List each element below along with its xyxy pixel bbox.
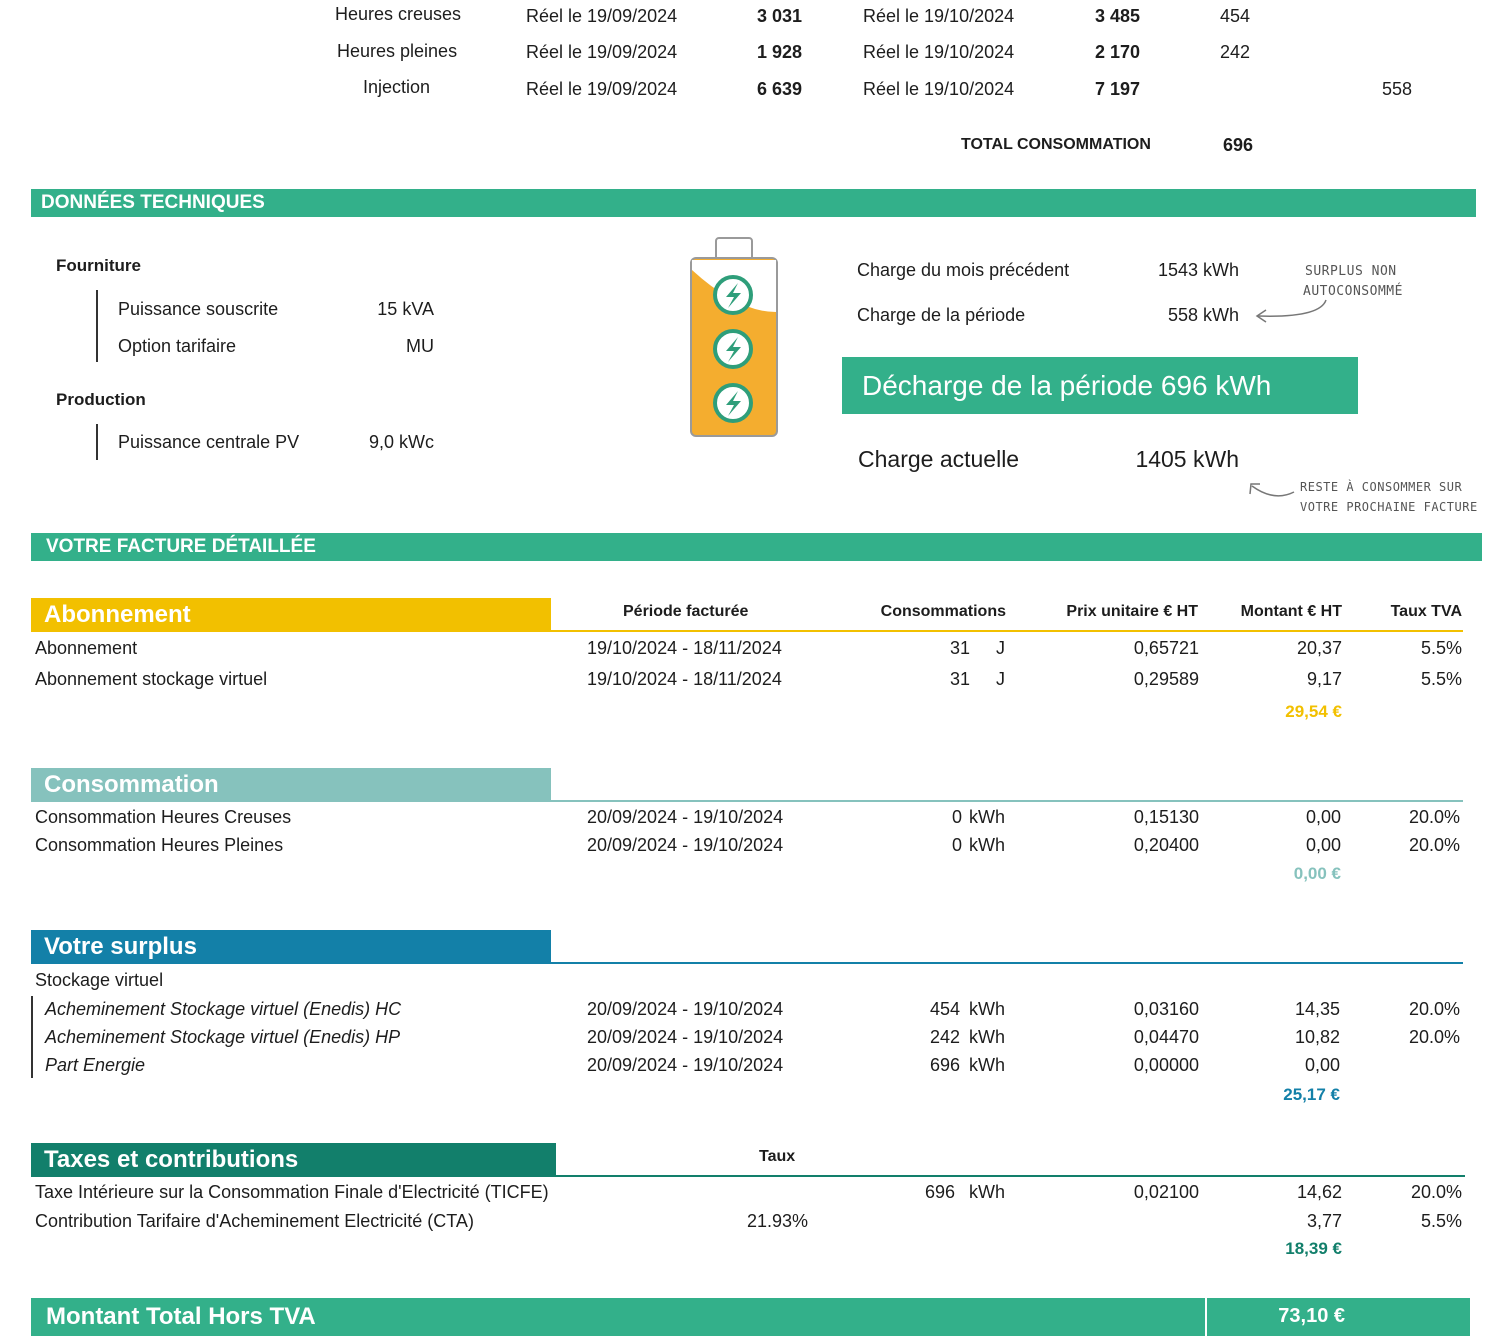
reading-curr-value: 3 485 — [1095, 6, 1141, 26]
row-periode: 19/10/2024 - 18/11/2024 — [587, 669, 782, 689]
reading-prev-value: 1 928 — [756, 42, 802, 62]
row-unit: kWh — [969, 807, 1005, 827]
total-consommation-label: TOTAL CONSOMMATION — [961, 136, 1151, 153]
row-label: Abonnement — [35, 638, 138, 658]
row-qty: 696 — [929, 1055, 960, 1075]
puissance-souscrite-value: 15 kVA — [377, 299, 434, 319]
row-qty: 454 — [929, 999, 960, 1019]
note-surplus-line1: SURPLUS NON — [1305, 264, 1397, 279]
total-consommation-value: 696 — [1223, 135, 1254, 155]
row-prix: 0,02100 — [1133, 1182, 1199, 1202]
row-periode: 20/09/2024 - 19/10/2024 — [587, 1027, 784, 1047]
row-qty: 696 — [924, 1182, 955, 1202]
total-ht-label: Montant Total Hors TVA — [46, 1303, 316, 1330]
row-prix: 0,00000 — [1133, 1055, 1199, 1075]
row-montant: 3,77 — [1306, 1211, 1342, 1231]
row-qty: 0 — [951, 807, 962, 827]
lightning-bolt-icon — [715, 331, 751, 367]
charge-actuelle-value: 1405 kWh — [1135, 446, 1239, 472]
row-montant: 9,17 — [1306, 669, 1342, 689]
consommation-total: 0,00 € — [1293, 864, 1341, 883]
row-periode: 19/10/2024 - 18/11/2024 — [587, 638, 782, 658]
header-consommations: Consommations — [880, 603, 1006, 620]
charge-prec-value: 1543 kWh — [1157, 260, 1239, 280]
section-abonnement-rule — [551, 630, 1463, 632]
row-montant: 20,37 — [1296, 638, 1342, 658]
charge-periode-value: 558 kWh — [1167, 305, 1239, 325]
row-qty: 31 — [949, 638, 970, 658]
row-label: Acheminement Stockage virtuel (Enedis) HC — [45, 999, 402, 1019]
charge-prec-label: Charge du mois précédent — [857, 260, 1070, 280]
lightning-bolt-icon — [715, 277, 751, 313]
header-taux: Taux — [759, 1148, 796, 1165]
row-label: Taxe Intérieure sur la Consommation Finale d'Electricité (TICFE) — [35, 1182, 549, 1202]
row-taux: 21.93% — [747, 1211, 809, 1231]
row-prix: 0,20400 — [1133, 835, 1199, 855]
production-divider — [96, 424, 98, 460]
reading-label: Heures creuses — [335, 4, 462, 24]
row-qty: 0 — [951, 835, 962, 855]
reading-curr-value: 7 197 — [1095, 79, 1141, 99]
battery-icon — [688, 236, 780, 442]
row-unit: kWh — [969, 1182, 1005, 1202]
section-consommation-rule — [551, 800, 1463, 802]
row-prix: 0,15130 — [1133, 807, 1199, 827]
row-montant: 14,62 — [1296, 1182, 1342, 1202]
abonnement-total: 29,54 € — [1285, 702, 1342, 721]
row-unit: kWh — [969, 835, 1005, 855]
row-tva: 20.0% — [1408, 999, 1460, 1019]
row-tva: 20.0% — [1408, 1027, 1460, 1047]
row-tva: 20.0% — [1408, 835, 1460, 855]
fourniture-title: Fourniture — [56, 256, 141, 275]
row-unit: kWh — [969, 999, 1005, 1019]
row-unit: kWh — [969, 1055, 1005, 1075]
row-montant: 0,00 — [1305, 807, 1341, 827]
header-taux-tva: Taux TVA — [1390, 603, 1462, 620]
row-montant: 0,00 — [1304, 1055, 1340, 1075]
production-title: Production — [56, 390, 146, 409]
reading-prev-value: 3 031 — [756, 6, 802, 26]
note-reste-line1: RESTE À CONSOMMER SUR — [1300, 480, 1463, 494]
reading-label: Heures pleines — [337, 41, 458, 61]
note-surplus-line2: AUTOCONSOMMÉ — [1303, 284, 1403, 299]
puissance-pv-value: 9,0 kWc — [368, 432, 434, 452]
row-label: Consommation Heures Pleines — [35, 835, 284, 855]
row-periode: 20/09/2024 - 19/10/2024 — [587, 1055, 784, 1075]
row-qty: 242 — [929, 1027, 960, 1047]
reading-curr-date: Réel le 19/10/2024 — [863, 6, 1015, 26]
row-montant: 0,00 — [1305, 835, 1341, 855]
section-taxes-title: Taxes et contributions — [31, 1143, 556, 1177]
curved-arrow-icon — [1252, 298, 1332, 326]
row-label: Contribution Tarifaire d'Acheminement Electricité (CTA) — [35, 1211, 474, 1231]
option-tarifaire-label: Option tarifaire — [118, 336, 237, 356]
puissance-souscrite-label: Puissance souscrite — [118, 299, 279, 319]
reading-curr-date: Réel le 19/10/2024 — [863, 79, 1015, 99]
row-prix: 0,03160 — [1133, 999, 1199, 1019]
reading-label: Injection — [363, 77, 431, 97]
header-montant: Montant € HT — [1240, 603, 1342, 620]
row-montant: 14,35 — [1294, 999, 1340, 1019]
section-abonnement-title: Abonnement — [31, 598, 551, 632]
section-taxes-rule — [556, 1175, 1465, 1177]
reading-prev-date: Réel le 19/09/2024 — [526, 42, 678, 62]
reading-consumption: 454 — [1220, 6, 1251, 26]
section-header-technique: DONNÉES TECHNIQUES — [31, 189, 1476, 217]
section-consommation-title: Consommation — [31, 768, 551, 802]
puissance-pv-label: Puissance centrale PV — [118, 432, 300, 452]
row-label: Abonnement stockage virtuel — [35, 669, 268, 689]
header-periode: Période facturée — [623, 603, 749, 620]
row-label: Acheminement Stockage virtuel (Enedis) HP — [45, 1027, 401, 1047]
reading-injection: 558 — [1382, 79, 1413, 99]
surplus-divider — [31, 996, 33, 1078]
reading-prev-date: Réel le 19/09/2024 — [526, 6, 678, 26]
row-periode: 20/09/2024 - 19/10/2024 — [587, 999, 784, 1019]
fourniture-divider — [96, 290, 98, 362]
row-tva: 5.5% — [1420, 669, 1462, 689]
reading-curr-date: Réel le 19/10/2024 — [863, 42, 1015, 62]
row-unit: J — [996, 638, 1005, 658]
total-ht-separator — [1205, 1298, 1207, 1336]
surplus-total: 25,17 € — [1283, 1085, 1340, 1104]
row-label: Part Energie — [45, 1055, 146, 1075]
row-tva: 5.5% — [1420, 1211, 1462, 1231]
curved-arrow-icon — [1246, 478, 1298, 502]
row-tva: 20.0% — [1408, 807, 1460, 827]
charge-periode-label: Charge de la période — [857, 305, 1026, 325]
surplus-subtitle: Stockage virtuel — [35, 970, 164, 990]
reading-prev-value: 6 639 — [756, 79, 802, 99]
lightning-bolt-icon — [715, 385, 751, 421]
section-surplus-rule — [551, 962, 1463, 964]
decharge-banner: Décharge de la période 696 kWh — [842, 357, 1358, 414]
row-label: Consommation Heures Creuses — [35, 807, 292, 827]
section-header-facture: VOTRE FACTURE DÉTAILLÉE — [31, 533, 1482, 561]
row-prix: 0,29589 — [1133, 669, 1199, 689]
row-qty: 31 — [949, 669, 970, 689]
row-prix: 0,04470 — [1133, 1027, 1199, 1047]
total-ht-value: 73,10 € — [1278, 1305, 1345, 1327]
taxes-total: 18,39 € — [1285, 1239, 1342, 1258]
row-unit: J — [996, 669, 1005, 689]
row-tva: 5.5% — [1420, 638, 1462, 658]
row-periode: 20/09/2024 - 19/10/2024 — [587, 835, 784, 855]
row-unit: kWh — [969, 1027, 1005, 1047]
row-montant: 10,82 — [1294, 1027, 1340, 1047]
note-reste-line2: VOTRE PROCHAINE FACTURE — [1300, 500, 1478, 514]
row-prix: 0,65721 — [1133, 638, 1199, 658]
row-periode: 20/09/2024 - 19/10/2024 — [587, 807, 784, 827]
reading-curr-value: 2 170 — [1095, 42, 1141, 62]
reading-consumption: 242 — [1220, 42, 1251, 62]
reading-prev-date: Réel le 19/09/2024 — [526, 79, 678, 99]
row-tva: 20.0% — [1410, 1182, 1462, 1202]
section-surplus-title: Votre surplus — [31, 930, 551, 964]
charge-actuelle-label: Charge actuelle — [858, 446, 1020, 472]
header-prix-unitaire: Prix unitaire € HT — [1066, 603, 1198, 620]
option-tarifaire-value: MU — [406, 336, 434, 356]
